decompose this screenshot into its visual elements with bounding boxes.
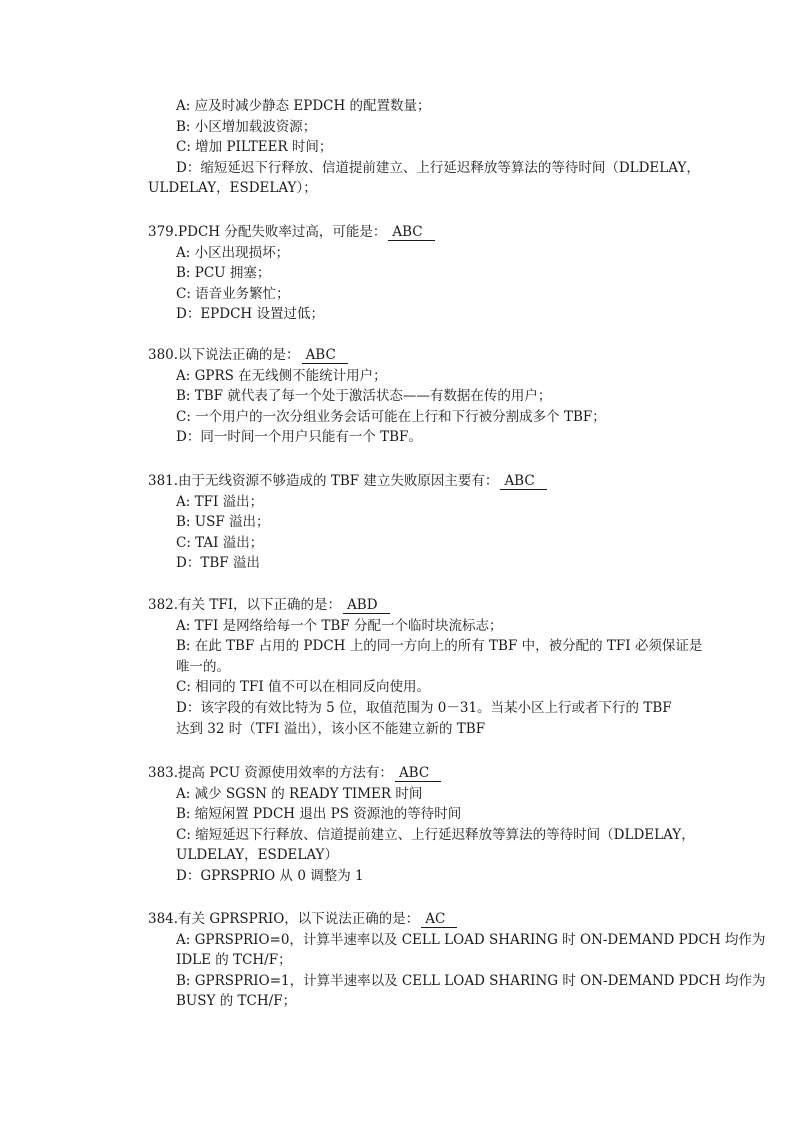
- option-d-line2: 达到 32 时（TFI 溢出），该小区不能建立新的 TBF: [176, 720, 486, 737]
- question-stem: [148, 222, 688, 243]
- option-b-line2: 唯一的。: [176, 658, 230, 675]
- question-text: 381.由于无线资源不够造成的 TBF 建立失败原因主要有：: [148, 473, 499, 489]
- option-b: B: PCU 拥塞；: [176, 265, 271, 282]
- option-d: D：EPDCH 设置过低；: [176, 306, 324, 323]
- option-b: B: TBF 就代表了每一个处于激活状态——有数据在传的用户；: [176, 388, 552, 405]
- option-d: D：同一时间一个用户只能有一个 TBF。: [176, 429, 422, 446]
- question-379: [148, 222, 688, 325]
- option-c: C: 一个用户的一次分组业务会话可能在上行和下行被分割成多个 TBF；: [176, 408, 606, 425]
- question-380: [148, 345, 688, 448]
- option-c: C: TAI 溢出；: [176, 534, 264, 551]
- answer-blank: ABC: [388, 225, 434, 241]
- option-c: C: 语音业务繁忙；: [176, 285, 290, 302]
- option-b: B: USF 溢出；: [176, 514, 270, 531]
- question-378-continued: [148, 96, 700, 199]
- answer-blank: ABC: [395, 766, 441, 782]
- option-a: A: TFI 溢出；: [176, 493, 264, 510]
- option-a: A: TFI 是网络给每一个 TBF 分配一个临时块流标志；: [176, 617, 503, 634]
- option-b-line2: BUSY 的 TCH/F；: [176, 993, 297, 1010]
- option-b: B: 缩短闲置 PDCH 退出 PS 资源池的等待时间: [176, 806, 462, 823]
- question-text: 384.有关 GPRSPRIO，以下说法正确的是：: [148, 911, 420, 927]
- option-c: C: 相同的 TFI 值不可以在相同反向使用。: [176, 679, 430, 696]
- option-a-line2: IDLE 的 TCH/F；: [176, 952, 292, 969]
- question-text: 379.PDCH 分配失败率过高，可能是：: [148, 224, 387, 240]
- question-text: 382.有关 TFI，以下正确的是：: [148, 597, 342, 613]
- option-d: D：TBF 溢出: [176, 555, 260, 572]
- answer-blank: ABD: [343, 598, 390, 614]
- option-b: B: 小区增加载波资源；: [176, 118, 317, 135]
- option-c: C: 增加 PILTEER 时间；: [176, 139, 333, 156]
- question-382: [148, 595, 703, 739]
- answer-blank: AC: [421, 912, 457, 928]
- question-383: [148, 763, 695, 887]
- question-text: 380.以下说法正确的是：: [148, 347, 300, 363]
- option-a: A: GPRS 在无线侧不能统计用户；: [176, 367, 387, 384]
- question-text: 383.提高 PCU 资源使用效率的方法有：: [148, 765, 393, 781]
- option-d-line1: D：缩短延迟下行释放、信道提前建立、上行延迟释放等算法的等待时间（DLDELAY，: [176, 159, 700, 176]
- question-stem: [148, 471, 688, 492]
- option-c-line2: ULDELAY，ESDELAY）: [176, 847, 338, 864]
- option-c-line1: C: 缩短延迟下行释放、信道提前建立、上行延迟释放等算法的等待时间（DLDELAY，: [176, 826, 695, 843]
- option-a: A: 减少 SGSN 的 READY TIMER 时间: [176, 785, 423, 802]
- option-a: A: 小区出现损坏；: [176, 244, 290, 261]
- option-d-line1: D：该字段的有效比特为 5 位，取值范围为 0－31。当某小区上行或者下行的 TBF: [176, 699, 672, 716]
- answer-blank: ABC: [302, 348, 348, 364]
- option-a-line1: A: GPRSPRIO=0，计算半速率以及 CELL LOAD SHARING 时 ON-DEMAND PDCH 均作为: [176, 931, 766, 948]
- question-stem: [148, 763, 688, 784]
- answer-blank: ABC: [500, 474, 546, 490]
- option-d-line2: ULDELAY，ESDELAY）；: [148, 180, 317, 197]
- option-a: A: 应及时减少静态 EPDCH 的配置数量；: [176, 98, 431, 114]
- option-d: D：GPRSPRIO 从 0 调整为 1: [176, 867, 364, 884]
- question-stem: [148, 909, 688, 930]
- question-stem: [148, 595, 688, 616]
- option-b-line1: B: 在此 TBF 占用的 PDCH 上的同一方向上的所有 TBF 中，被分配的 TFI 必须保证是: [176, 638, 703, 655]
- question-384: [148, 909, 766, 1012]
- option-b-line1: B: GPRSPRIO=1，计算半速率以及 CELL LOAD SHARING 时 ON-DEMAND PDCH 均作为: [176, 972, 766, 989]
- question-381: [148, 471, 688, 574]
- question-stem: [148, 345, 688, 366]
